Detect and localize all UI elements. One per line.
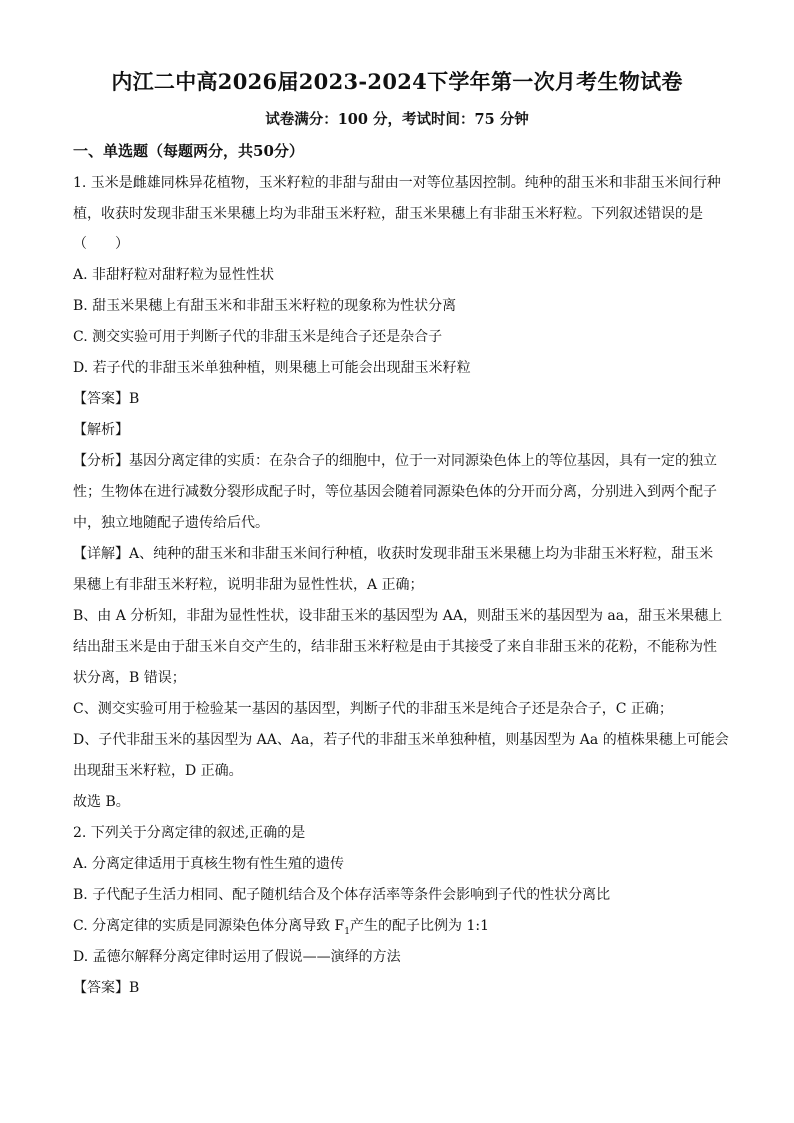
q1-stem-line-3: （ ） — [73, 236, 129, 252]
exam-subtitle: 试卷满分：100 分，考试时间：75 分钟 — [265, 111, 529, 128]
q1-conclusion: 故选 B。 — [73, 794, 130, 810]
q2-option-d: D. 孟德尔解释分离定律时运用了假说——演绎的方法 — [73, 949, 401, 965]
q1-stem-line-2: 植，收获时发现非甜玉米果穗上均为非甜玉米籽粒，甜玉米果穗上有非甜玉米籽粒。下列叙述错误的是 — [73, 206, 703, 222]
q2-option-c — [73, 916, 723, 942]
q2-option-b: B. 子代配子生活力相同、配子随机结合及个体存活率等条件会影响到子代的性状分离比 — [73, 887, 611, 903]
q1-option-b: B. 甜玉米果穗上有甜玉米和非甜玉米籽粒的现象称为性状分离 — [73, 298, 457, 314]
q1-detail-d-line-1: D、子代非甜玉米的基因型为 AA、Aa，若子代的非甜玉米单独种植，则基因型为 Aa 的植株果穗上可能会 — [73, 732, 729, 748]
q1-analysis-line-2: 性；生物体在进行减数分裂形成配子时，等位基因会随着同源染色体的分开而分离，分别进入到两个配子 — [73, 484, 717, 500]
q1-detail-c-line: C、测交实验可用于检验某一基因的基因型，判断子代的非甜玉米是纯合子还是杂合子，C 正确； — [73, 701, 673, 717]
q1-option-c: C. 测交实验可用于判断子代的非甜玉米是纯合子还是杂合子 — [73, 329, 443, 345]
q1-detail-line-2: 果穗上有非甜玉米籽粒，说明非甜为显性性状，A 正确； — [73, 577, 424, 593]
q1-jiexi-label: 【解析】 — [73, 422, 129, 438]
q2-answer: 【答案】B — [73, 980, 140, 996]
q2-option-c-subscript: 1 — [344, 926, 351, 937]
q1-detail-b-line-1: B、由 A 分析知，非甜为显性性状，设非甜玉米的基因型为 AA，则甜玉米的基因型为 aa，甜玉米果穗上 — [73, 608, 723, 624]
q1-analysis-line-3: 中，独立地随配子遗传给后代。 — [73, 515, 269, 531]
q1-detail-line-1: 【详解】A、纯种的甜玉米和非甜玉米间行种植，收获时发现非甜玉米果穗上均为非甜玉米籽粒，甜玉米 — [73, 546, 714, 562]
q2-option-a: A. 分离定律适用于真核生物有性生殖的遗传 — [73, 856, 345, 872]
q1-option-a: A. 非甜籽粒对甜籽粒为显性性状 — [73, 267, 275, 283]
q1-answer: 【答案】B — [73, 391, 140, 407]
q1-stem-line-1: 1. 玉米是雌雄同株异花植物，玉米籽粒的非甜与甜由一对等位基因控制。纯种的甜玉米和非甜玉米间行种 — [73, 175, 721, 191]
q2-option-c-text: C. 分离定律的实质是同源染色体分离导致 F — [73, 918, 345, 934]
exam-title: 内江二中高2026届2023-2024下学年第一次月考生物试卷 — [111, 69, 683, 94]
q2-option-c-text-end: 产生的配子比例为 1:1 — [350, 918, 489, 934]
q1-analysis-line-1: 【分析】基因分离定律的实质：在杂合子的细胞中，位于一对同源染色体上的等位基因，具有一定的独立 — [73, 453, 717, 469]
section-heading: 一、单选题（每题两分，共50分） — [73, 142, 304, 160]
q1-detail-b-line-2: 结出甜玉米是由于甜玉米自交产生的，结非甜玉米籽粒是由于其接受了来自非甜玉米的花粉，不能称为性 — [73, 639, 717, 655]
q2-stem: 2. 下列关于分离定律的叙述,正确的是 — [73, 825, 306, 841]
q1-detail-d-line-2: 出现甜玉米籽粒，D 正确。 — [73, 763, 243, 779]
q1-detail-b-line-3: 状分离，B 错误； — [73, 670, 186, 686]
q1-option-d: D. 若子代的非甜玉米单独种植，则果穗上可能会出现甜玉米籽粒 — [73, 360, 471, 376]
